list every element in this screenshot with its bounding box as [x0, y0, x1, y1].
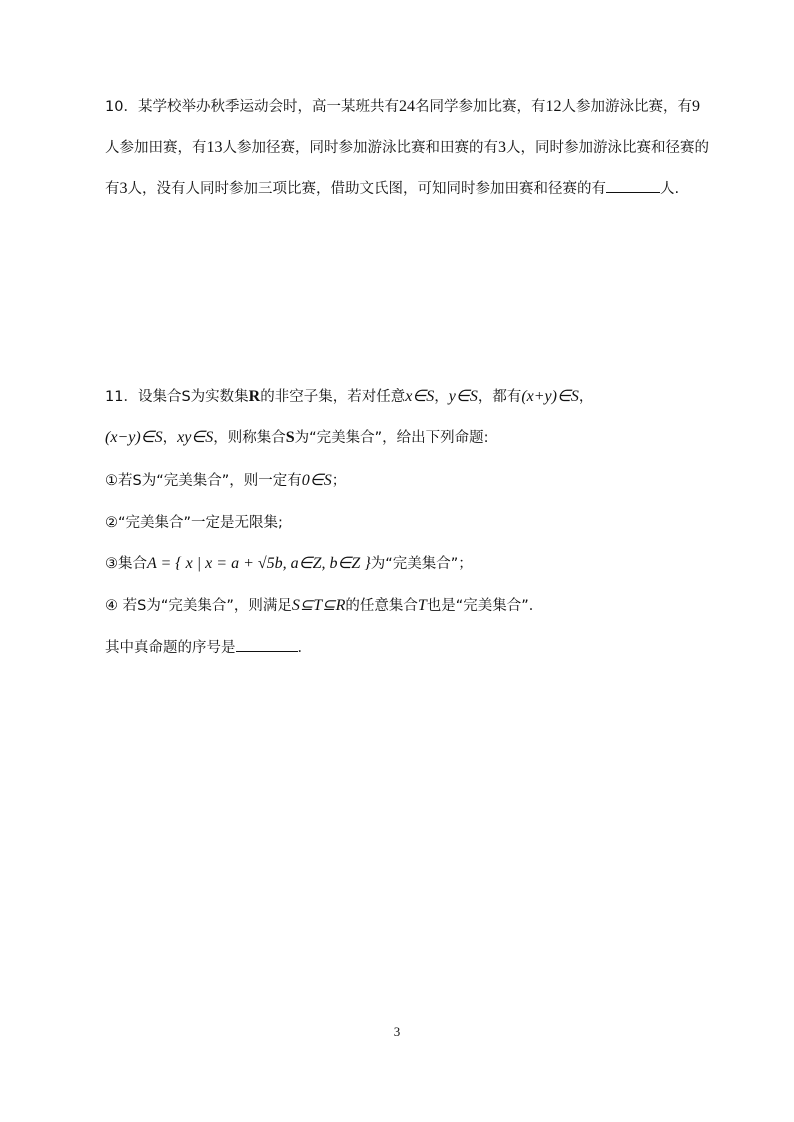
- q10-line-1: 10．某学校举办秋季运动会时，高一某班共有24名同学参加比赛，有12人参加游泳比赛，有9: [105, 98, 700, 115]
- q11-line-1: 11．设集合S为实数集R的非空子集，若对任意x∈S，y∈S，都有(x+y)∈S，: [105, 388, 594, 405]
- q11-proposition-1: ①若S为“完美集合”，则一定有0∈S；: [105, 472, 347, 489]
- q10-line-2: 人参加田赛，有13人参加径赛，同时参加游泳比赛和田赛的有3人，同时参加游泳比赛和径赛的: [105, 139, 709, 156]
- q11-proposition-3: ③集合A = { x | x = a + √5b, a∈Z, b∈Z }为“完美集合”；: [105, 555, 473, 572]
- answer-blank: [606, 178, 660, 193]
- q11-proposition-2: ②“完美集合”一定是无限集;: [105, 515, 283, 531]
- answer-blank: [236, 637, 298, 652]
- q10-line-3: 有3人，没有人同时参加三项比赛，借助文氏图，可知同时参加田赛和径赛的有 人.: [105, 180, 680, 197]
- page-number: 3: [393, 1024, 401, 1039]
- q11-line-2: (x−y)∈S，xy∈S，则称集合S为“完美集合”，给出下列命题:: [105, 429, 489, 446]
- q11-ask: 其中真命题的序号是 ．: [105, 637, 312, 658]
- set-A-formula: A = { x | x = a + √5b, a∈Z, b∈Z }: [147, 555, 371, 572]
- q11-proposition-4: ④ 若S为“完美集合”，则满足S⊆T⊆R的任意集合T也是“完美集合”．: [105, 597, 544, 614]
